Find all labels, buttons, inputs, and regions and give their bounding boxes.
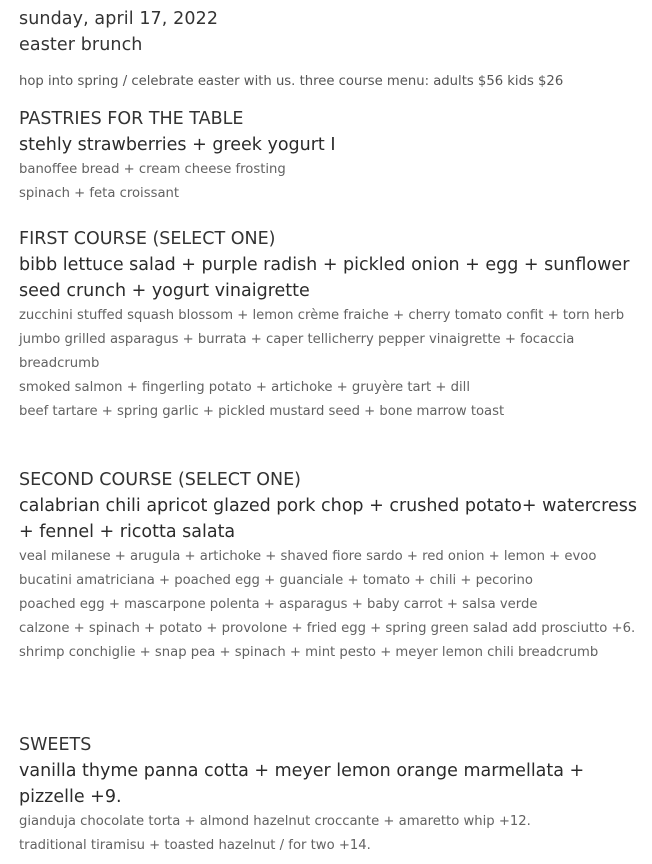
dish-item: beef tartare + spring garlic + pickled mustard seed + bone marrow toast bbox=[19, 404, 505, 419]
section-second-course bbox=[19, 467, 647, 665]
dish-list bbox=[19, 158, 647, 206]
menu-date: sunday, april 17, 2022 bbox=[19, 9, 219, 29]
section-first-course bbox=[19, 226, 647, 424]
dish-item: bucatini amatriciana + poached egg + guanciale + tomato + chili + pecorino bbox=[19, 573, 533, 588]
event-title: easter brunch bbox=[19, 35, 143, 55]
dish-item: shrimp conchiglie + snap pea + spinach + mint pesto + meyer lemon chili breadcrumb bbox=[19, 645, 599, 660]
dish-item: banoffee bread + cream cheese frosting bbox=[19, 162, 286, 177]
section-title: PASTRIES FOR THE TABLE bbox=[19, 109, 244, 129]
dish-item: smoked salmon + fingerling potato + artichoke + gruyère tart + dill bbox=[19, 380, 471, 395]
featured-dish: bibb lettuce salad + purple radish + pickled onion + egg + sunflower seed crunch + yogurt vinaigrette bbox=[19, 255, 630, 301]
dish-item: calzone + spinach + potato + provolone + fried egg + spring green salad add prosciutto +6. bbox=[19, 621, 636, 636]
section-pastries bbox=[19, 106, 647, 206]
dish-item: gianduja chocolate torta + almond hazelnut croccante + amaretto whip +12. bbox=[19, 814, 531, 829]
dish-item: spinach + feta croissant bbox=[19, 186, 180, 201]
dish-item: zucchini stuffed squash blossom + lemon crème fraiche + cherry tomato confit + torn herb bbox=[19, 308, 625, 323]
menu-intro: hop into spring / celebrate easter with us. three course menu: adults $56 kids $26 bbox=[19, 74, 564, 89]
section-title: SECOND COURSE (SELECT ONE) bbox=[19, 470, 301, 490]
featured-dish: stehly strawberries + greek yogurt I bbox=[19, 135, 336, 155]
dish-list bbox=[19, 545, 647, 665]
dish-item: veal milanese + arugula + artichoke + shaved fiore sardo + red onion + lemon + evoo bbox=[19, 549, 597, 564]
dish-item: jumbo grilled asparagus + burrata + caper tellicherry pepper vinaigrette + focaccia breadcrumb bbox=[19, 332, 575, 371]
section-title: SWEETS bbox=[19, 735, 92, 755]
dish-item: poached egg + mascarpone polenta + asparagus + baby carrot + salsa verde bbox=[19, 597, 538, 612]
dish-item: traditional tiramisu + toasted hazelnut / for two +14. bbox=[19, 838, 371, 853]
dish-list bbox=[19, 304, 647, 424]
featured-dish: vanilla thyme panna cotta + meyer lemon orange marmellata + pizzelle +9. bbox=[19, 761, 585, 807]
section-title: FIRST COURSE (SELECT ONE) bbox=[19, 229, 276, 249]
dish-list bbox=[19, 810, 647, 858]
featured-dish: calabrian chili apricot glazed pork chop + crushed potato+ watercress + fennel + ricotta salata bbox=[19, 496, 637, 542]
section-sweets bbox=[19, 732, 647, 858]
